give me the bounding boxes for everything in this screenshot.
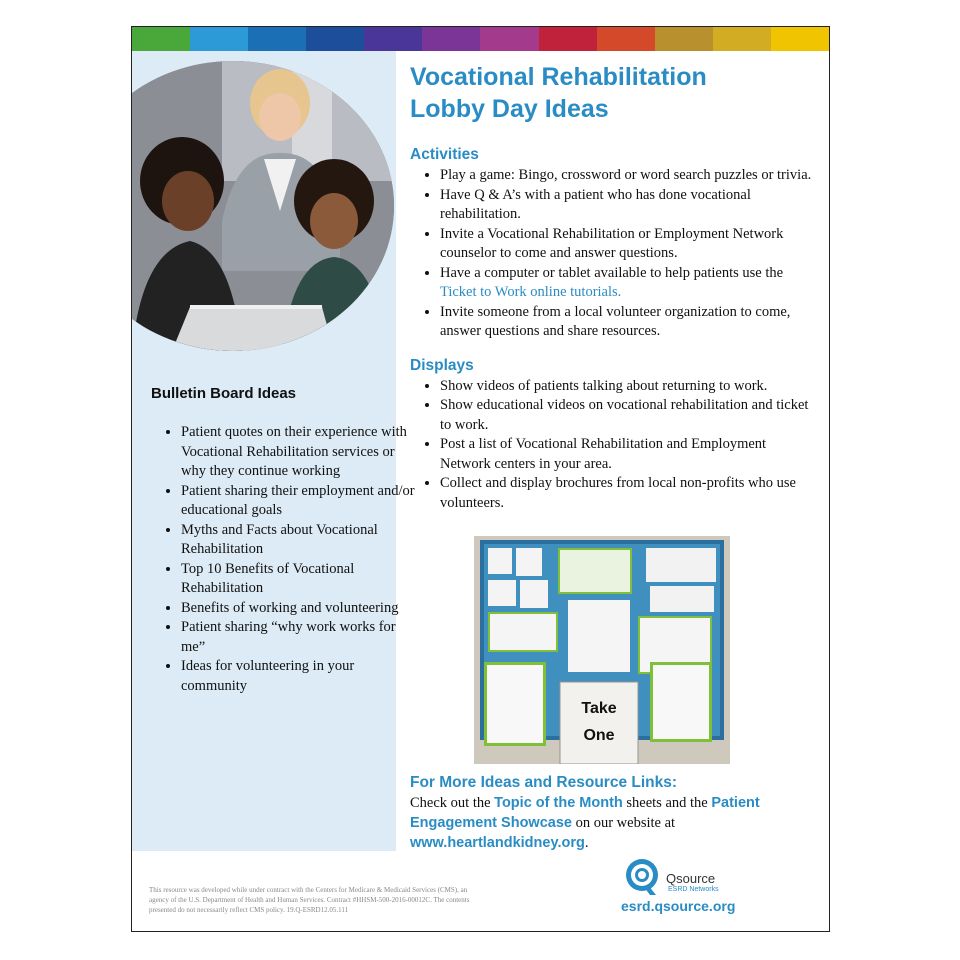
list-item-text: Have a computer or tablet available to help patients use the — [440, 264, 784, 281]
logo-subtitle: ESRD Networks — [668, 886, 719, 893]
list-item: • Top 10 Benefits of Vocational Rehabilitation — [181, 560, 421, 599]
list-item: • Patient sharing “why work works for me” — [181, 618, 421, 657]
list-item: • Post a list of Vocational Rehabilitation and Employment Network centers in your area. — [440, 435, 818, 474]
list-item: • Play a game: Bingo, crossword or word search puzzles or trivia. — [440, 166, 818, 186]
list-item — [440, 264, 818, 303]
title-line-1: Vocational Rehabilitation — [410, 63, 707, 91]
more-text: Check out the — [410, 795, 495, 811]
patient-engagement-showcase-link[interactable]: Patient Engagement Showcase — [410, 795, 760, 831]
color-bar-segment — [771, 27, 829, 51]
displays-heading: Displays — [410, 356, 474, 374]
bulletin-board-list — [151, 423, 421, 696]
color-bar-segment — [713, 27, 771, 51]
list-item: • Ideas for volunteering in your community — [181, 657, 421, 696]
qsource-logo-icon — [622, 857, 662, 897]
photo-women-at-laptop — [131, 61, 394, 351]
color-bar-segment — [306, 27, 364, 51]
flyer-page — [131, 26, 830, 932]
main-content — [410, 61, 818, 513]
color-bar-segment — [480, 27, 538, 51]
period: . — [584, 835, 589, 851]
color-bar-segment — [539, 27, 597, 51]
more-ideas — [410, 773, 820, 853]
list-item: • Show videos of patients talking about returning to work. — [440, 377, 818, 397]
logo-name: Qsource — [666, 871, 716, 886]
qsource-website-link[interactable]: esrd.qsource.org — [621, 898, 736, 914]
list-item: • Patient quotes on their experience with Vocational Rehabilitation services or why they continue working — [181, 423, 421, 482]
list-item: • Collect and display brochures from local non-profits who use volunteers. — [440, 474, 818, 513]
more-text: sheets and the — [622, 795, 712, 811]
website-link[interactable]: www.heartlandkidney.org — [410, 835, 585, 851]
color-bar-segment — [422, 27, 480, 51]
ticket-to-work-link[interactable]: Ticket to Work online tutorials. — [440, 284, 622, 300]
list-item: • Benefits of working and volunteering — [181, 599, 421, 619]
list-item: • Show educational videos on vocational rehabilitation and ticket to work. — [440, 396, 818, 435]
sidebar — [132, 51, 415, 851]
list-item: • Myths and Facts about Vocational Rehabilitation — [181, 521, 421, 560]
activities-list — [410, 166, 818, 342]
page-title — [410, 61, 818, 125]
color-bar-segment — [248, 27, 306, 51]
take-one-line-2: One — [583, 727, 615, 744]
list-item: • Invite someone from a local volunteer organization to come, answer questions and share resources. — [440, 303, 818, 342]
color-bar-segment — [132, 27, 190, 51]
bulletin-board-heading: Bulletin Board Ideas — [151, 385, 297, 402]
title-line-2: Lobby Day Ideas — [410, 95, 609, 123]
topic-of-month-link[interactable]: Topic of the Month — [494, 795, 623, 811]
activities-heading: Activities — [410, 146, 479, 163]
color-bar-segment — [655, 27, 713, 51]
displays-list — [410, 377, 818, 514]
take-one-line-1: Take — [581, 700, 617, 717]
list-item: • Invite a Vocational Rehabilitation or Employment Network counselor to come and answer questions. — [440, 225, 818, 264]
list-item: • Patient sharing their employment and/or educational goals — [181, 482, 421, 521]
list-item: • Have Q & A’s with a patient who has done vocational rehabilitation. — [440, 186, 818, 225]
bulletin-board-photo — [474, 536, 730, 764]
color-bar-segment — [364, 27, 422, 51]
color-bar — [132, 27, 829, 51]
disclaimer: This resource was developed while under contract with the Centers for Medicare & Medicaid Services (CMS), an agency of the U.S. Department of Health and Human Services. Contract #HHSM-500-2016-00012C. The contents presented do not necessarily reflect CMS policy. 19.Q-ESRD12.05.111 — [149, 886, 470, 914]
color-bar-segment — [190, 27, 248, 51]
more-text: on our website at — [571, 815, 676, 831]
qsource-logo — [622, 857, 752, 901]
color-bar-segment — [597, 27, 655, 51]
more-ideas-heading: For More Ideas and Resource Links: — [410, 774, 678, 791]
